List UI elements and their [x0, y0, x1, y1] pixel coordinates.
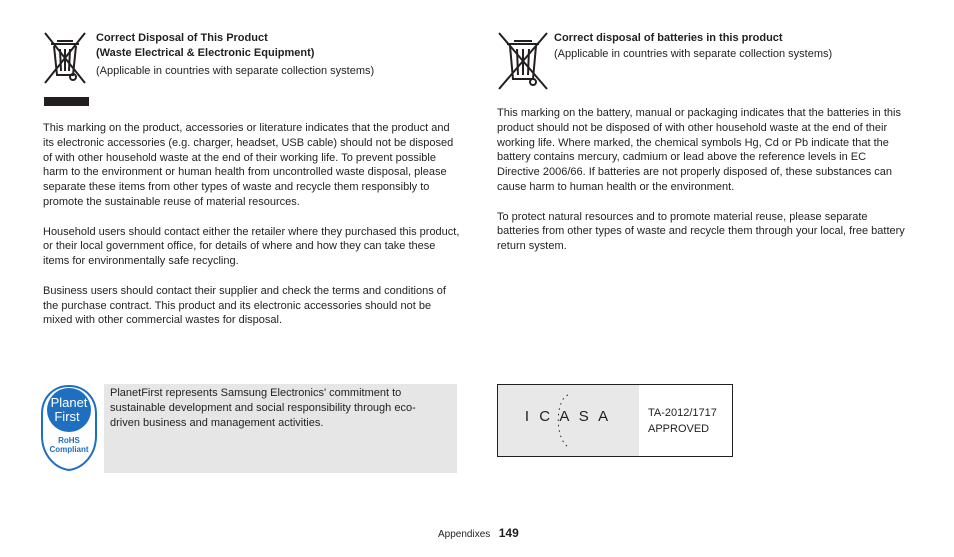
footer-section: Appendixes [438, 529, 491, 540]
rohs-line2: Compliant [49, 445, 89, 454]
weee-title-line2: (Waste Electrical & Electronic Equipment) [96, 46, 315, 59]
weee-title-line1: Correct Disposal of This Product [96, 32, 268, 44]
icasa-status: APPROVED [648, 422, 710, 435]
icasa-code: TA-2012/1717 [648, 407, 717, 419]
icasa-info [648, 406, 717, 437]
page-footer [438, 524, 519, 542]
rohs-line1: RoHS [58, 436, 80, 445]
planet-first-box [104, 384, 457, 473]
weee-paragraph-3: Business users should contact their supplier and check the terms and conditions of the purchase contract. This product and its electronic accessories should not be mixed with other commercial wastes for disposal. [43, 284, 446, 327]
battery-applicable: (Applicable in countries with separate collection systems) [554, 47, 833, 60]
icasa-approval-box [497, 384, 733, 457]
icasa-logo-text: I C A S A [524, 408, 612, 425]
icasa-logo-icon [498, 385, 639, 456]
planet-logo-line1: Planet [50, 395, 88, 410]
weee-header [96, 31, 466, 78]
planet-first-text: PlanetFirst represents Samsung Electronics' commitment to sustainable development and social responsibility through eco-driven business and management activities. [110, 387, 416, 429]
battery-body [497, 106, 907, 254]
weee-paragraph-1: This marking on the product, accessories or literature indicates that the product and its electronic accessories (e.g. charger, headset, USB cable) should not be disposed of with other household waste at the end of their working life. To prevent possible harm to the environment or human health from uncontrolled waste disposal, please separate these items from other types of waste and recycle them responsibly to promote the sustainable reuse of material resources. [43, 122, 454, 208]
battery-paragraph-2: To protect natural resources and to promote material reuse, please separate batteries from other types of waste and recycle them through your local, free battery return system. [497, 210, 905, 253]
weee-bin-icon [43, 31, 87, 85]
battery-bin-icon [497, 31, 549, 91]
page-number: 149 [498, 526, 519, 540]
battery-title: Correct disposal of batteries in this product [554, 32, 783, 44]
planet-first-logo-icon [40, 384, 98, 472]
weee-applicable: (Applicable in countries with separate collection systems) [96, 64, 375, 77]
battery-header [554, 31, 934, 62]
battery-paragraph-1: This marking on the battery, manual or packaging indicates that the batteries in this product should not be disposed of with other household waste at the end of their working life. Where marked, the chemical symbols Hg, Cd or Pb indicate that the battery contains mercury, cadmium or lead above the reference levels in EC Directive 2006/66. If batteries are not properly disposed of, these substances can cause harm to human health or the environment. [497, 107, 901, 193]
icasa-logo [498, 385, 639, 456]
weee-paragraph-2: Household users should contact either the retailer where they purchased this product, or their local government office, for details of where and how they can take these items for environmentally safe recycling. [43, 225, 460, 268]
weee-black-bar [44, 97, 89, 106]
planet-logo-line2: First [54, 409, 80, 424]
weee-body [43, 121, 461, 328]
